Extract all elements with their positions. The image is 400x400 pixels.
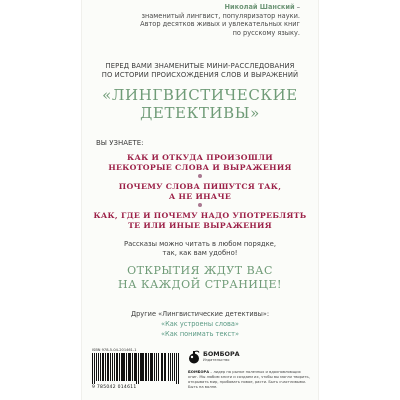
barcode-bar <box>138 353 139 384</box>
publisher-name: БОМБОРА <box>203 349 240 358</box>
barcode-bar <box>112 353 113 381</box>
author-dash: – <box>294 3 300 11</box>
author-name: Николай Шанский <box>224 3 295 11</box>
promo-line: ОТКРЫТИЯ ЖДУТ ВАС <box>127 264 273 277</box>
bombora-logo-icon <box>188 349 200 363</box>
barcode-bar <box>128 353 129 381</box>
barcode-bar <box>102 353 104 381</box>
other-books <box>94 310 306 339</box>
barcode-bar <box>96 353 98 381</box>
learning-point-line: ТЕ ИЛИ ИНЫЕ ВЫРАЖЕНИЯ <box>128 221 272 230</box>
barcode-bar <box>151 353 153 381</box>
learn-label: ВЫ УЗНАЕТЕ: <box>96 139 144 147</box>
barcode-bar <box>98 353 99 381</box>
barcode-bar <box>100 353 101 381</box>
barcode-bar <box>110 353 111 381</box>
publisher-subtitle: Издательство <box>203 357 230 362</box>
barcode-bar <box>121 353 122 381</box>
publisher-block <box>188 349 312 390</box>
author-bio-line: знаменитый лингвист, популяризатор науки. <box>141 11 300 20</box>
barcode-bar <box>116 353 118 381</box>
learning-point-line: НЕКОТОРЫЕ СЛОВА И ВЫРАЖЕНИЯ <box>108 163 292 172</box>
publisher-desc-lead: БОМБОРА <box>188 370 210 374</box>
other-books-label: Другие «Лингвистические детективы»: <box>130 310 270 318</box>
intro-text <box>92 62 308 80</box>
barcode-bar <box>148 353 149 381</box>
other-book-title: «Как понимать текст» <box>161 329 239 338</box>
isbn-block <box>92 348 180 392</box>
barcode-bar <box>132 353 133 381</box>
barcode-bar <box>105 353 106 381</box>
author-bio <box>102 3 300 37</box>
barcode-bar <box>158 353 160 381</box>
other-book-title: «Как устроены слова» <box>161 319 239 328</box>
barcode-bar <box>134 353 136 381</box>
learning-point-line: ПОЧЕМУ СЛОВА ПИШУТСЯ ТАК, <box>118 182 282 191</box>
learning-point-line: КАК, ГДЕ И ПОЧЕМУ НАДО УПОТРЕБЛЯТЬ <box>93 211 307 220</box>
barcode-bar <box>119 353 120 381</box>
barcode-bar <box>178 353 179 384</box>
barcode-bar <box>107 353 109 381</box>
author-bio-line: по русскому языку. <box>232 28 300 37</box>
barcode-bar <box>136 353 137 384</box>
barcode-bar <box>114 353 116 381</box>
barcode-bar <box>168 353 170 381</box>
series-title-line: ДЕТЕКТИВЫ» <box>140 104 260 122</box>
publisher-description <box>188 370 312 390</box>
barcode-bar <box>161 353 163 381</box>
publisher-desc-text: – лидер на рынке полезных и вдохновляющих книг. Мы любим книги и создаем их, чтобы вы могли творить, открывать мир, пробовать новое, расти. Быть счастливыми. Быть на волне. <box>188 370 310 389</box>
barcode-bar <box>154 353 155 381</box>
series-title <box>88 86 312 122</box>
author-bio-line: Автор десятков живых и увлекательных книг <box>140 20 300 29</box>
barcode <box>92 353 180 384</box>
barcode-bar <box>170 353 171 381</box>
learning-point <box>88 153 312 173</box>
barcode-bar <box>143 353 144 381</box>
barcode-bar <box>145 353 147 381</box>
learning-point-line: КАК И ОТКУДА ПРОИЗОШЛИ <box>127 153 273 162</box>
barcode-digits: 9 785042 014611 <box>92 385 137 390</box>
barcode-bar <box>126 353 127 381</box>
promo-line: НА КАЖДОЙ СТРАНИЦЕ! <box>118 278 282 291</box>
barcode-bar <box>140 353 142 381</box>
barcode-bar <box>94 353 95 384</box>
barcode-bar <box>122 353 124 381</box>
barcode-bar <box>150 353 151 381</box>
promo-slogan <box>88 264 312 292</box>
learning-points <box>88 153 312 232</box>
barcode-bar <box>92 353 93 384</box>
bullet-dot-icon <box>198 203 202 207</box>
reading-note-line: Рассказы можно читать в любом порядке, <box>123 240 277 248</box>
barcode-bar <box>129 353 131 381</box>
barcode-bar <box>176 353 177 384</box>
publisher-logo <box>188 349 312 363</box>
barcode-bar <box>172 353 173 381</box>
barcode-bar <box>156 353 157 381</box>
intro-line: ПЕРЕД ВАМИ ЗНАМЕНИТЫЕ МИНИ-РАССЛЕДОВАНИЯ <box>105 62 295 70</box>
barcode-bar <box>174 353 176 381</box>
reading-note-line: так, как вам удобно! <box>162 249 238 257</box>
series-title-line: «ЛИНГВИСТИЧЕСКИЕ <box>102 86 298 104</box>
bullet-dot-icon <box>198 174 202 178</box>
learning-point <box>88 211 312 231</box>
barcode-bar <box>164 353 165 381</box>
book-back-cover <box>82 0 318 400</box>
intro-line: ПО ИСТОРИИ ПРОИСХОЖДЕНИЯ СЛОВ И ВЫРАЖЕНИЙ <box>101 71 299 79</box>
learning-point-line: А НЕ ИНАЧЕ <box>168 192 232 201</box>
learning-point <box>88 182 312 202</box>
reading-note <box>94 240 306 258</box>
isbn-number: ISBN 978-5-04-201461-1 <box>92 348 137 352</box>
barcode-bar <box>165 353 166 381</box>
